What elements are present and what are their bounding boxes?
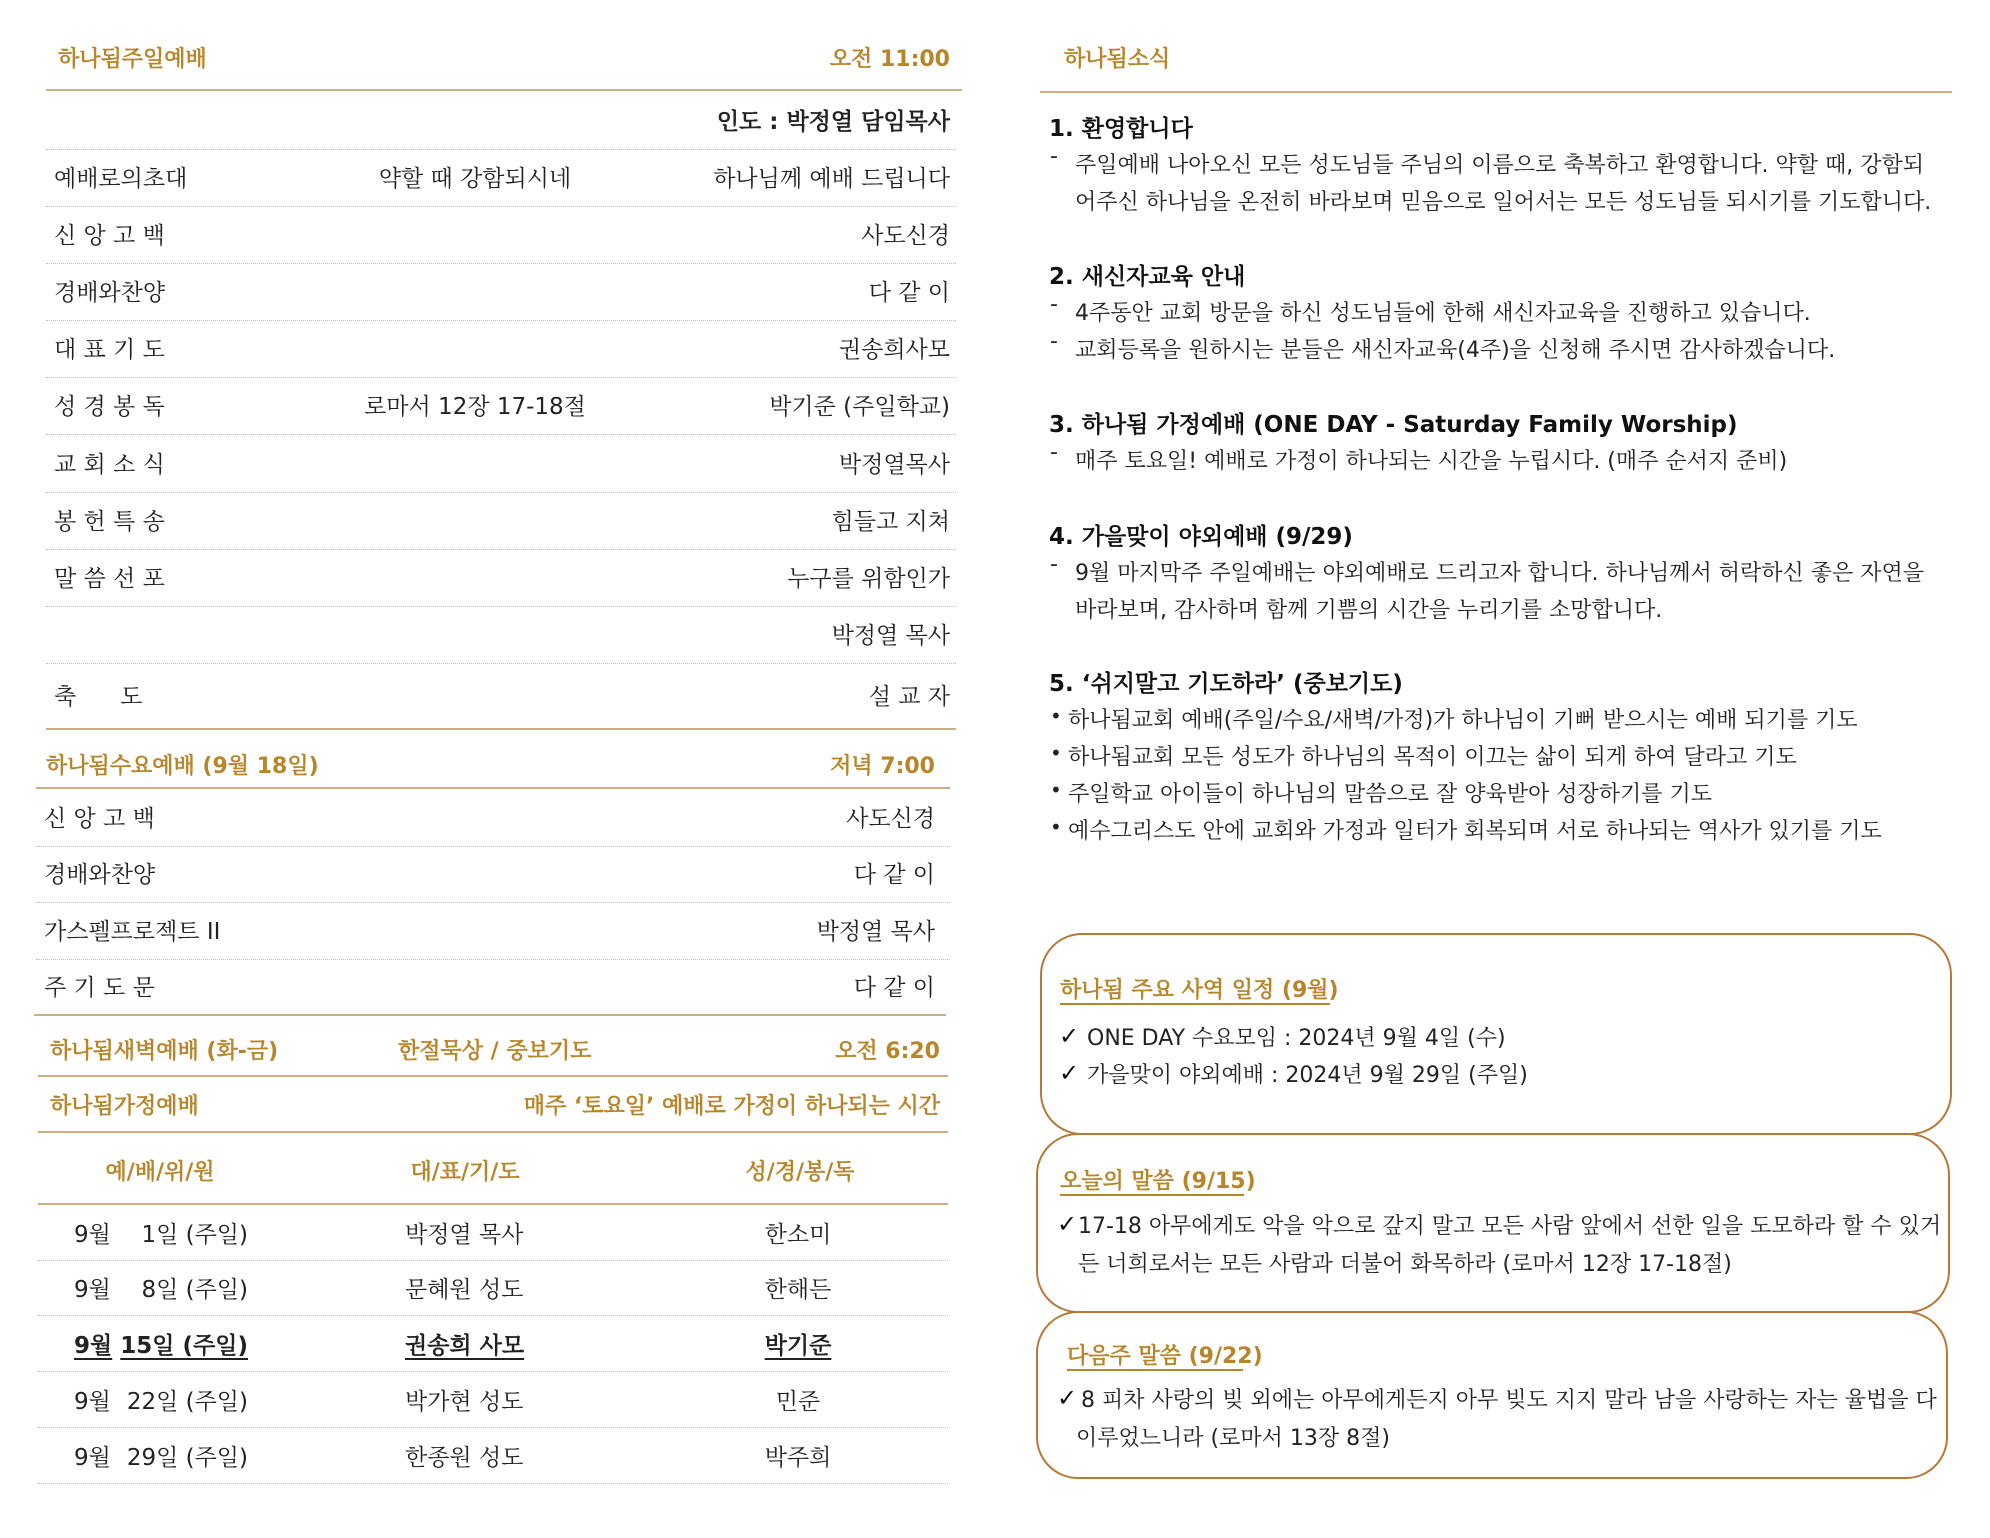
duty-month: 9월	[74, 1277, 111, 1303]
divider	[38, 1260, 948, 1261]
divider	[36, 846, 950, 847]
family-title: 하나됨가정예배	[50, 1094, 199, 1119]
duty-day: 15일 (주일)	[120, 1333, 248, 1359]
duty-header-worship: 예/배/위/원	[105, 1160, 215, 1185]
news-item-title: 5. ‘쉬지말고 기도하라’ (중보기도)	[1049, 671, 1403, 697]
divider	[46, 434, 956, 435]
duty-month: 9월	[74, 1445, 111, 1471]
dash-marker: -	[1050, 329, 1058, 354]
duty-prayer: 문혜원 성도	[405, 1277, 524, 1303]
order-detail: 로마서 12장 17-18절	[364, 394, 586, 420]
order-name: 가스펠프로젝트 II	[44, 919, 221, 945]
order-name: 축 도	[54, 684, 143, 710]
divider	[46, 149, 956, 150]
order-detail: 약할 때 강함되시네	[378, 166, 572, 192]
divider	[46, 606, 956, 607]
order-person: 설 교 자	[868, 684, 950, 710]
title-underline	[1067, 1369, 1243, 1371]
duty-reading: 민준	[775, 1389, 821, 1415]
duty-prayer: 권송희 사모	[405, 1333, 525, 1359]
divider	[46, 663, 956, 664]
divider	[38, 1203, 948, 1205]
news-line: 주일예배 나아오신 모든 성도님들 주님의 이름으로 축복하고 환영합니다. 약할 때, 강함되	[1075, 153, 1924, 178]
news-line: 교회등록을 원하시는 분들은 새신자교육(4주)을 신청해 주시면 감사하겠습니다.	[1075, 338, 1836, 363]
news-item-title: 2. 새신자교육 안내	[1049, 264, 1246, 290]
divider	[46, 263, 956, 264]
order-name: 경배와찬양	[44, 862, 156, 888]
divider	[46, 377, 956, 378]
check-icon: ✓	[1059, 1022, 1080, 1050]
divider	[36, 902, 950, 903]
title-underline	[1060, 1003, 1330, 1005]
sunday-title: 하나됨주일예배	[58, 47, 207, 72]
news-line: 하나됨교회 예배(주일/수요/새벽/가정)가 하나님이 기뻐 받으시는 예배 되기를 기도	[1068, 708, 1858, 733]
order-person: 박기준 (주일학교)	[769, 394, 950, 420]
news-line: 9월 마지막주 주일예배는 야외예배로 드리고자 합니다. 하나님께서 허락하신 좋은 자연을	[1075, 561, 1925, 586]
duty-day: 1일 (주일)	[141, 1222, 248, 1248]
duty-header-reading: 성/경/봉/독	[745, 1160, 855, 1185]
sunday-leader: 인도 : 박정열 담임목사	[716, 109, 950, 135]
divider	[38, 1371, 948, 1372]
today-verse-line: 든 너희로서는 모든 사람과 더불어 화목하라 (로마서 12장 17-18절)	[1078, 1252, 1732, 1277]
duty-day: 8일 (주일)	[141, 1277, 248, 1303]
news-line: 바라보며, 감사하며 함께 기쁨의 시간을 누리기를 소망합니다.	[1075, 598, 1663, 623]
divider	[34, 1014, 946, 1016]
order-name: 말 씀 선 포	[54, 566, 165, 592]
order-person: 누구를 위함인가	[787, 566, 950, 592]
news-line: 4주동안 교회 방문을 하신 성도님들에 한해 새신자교육을 진행하고 있습니다.	[1075, 301, 1811, 326]
duty-reading: 한소미	[764, 1222, 832, 1248]
dash-marker: -	[1050, 144, 1058, 169]
family-desc: 매주 ‘토요일’ 예배로 가정이 하나되는 시간	[523, 1094, 940, 1119]
news-line: 예수그리스도 안에 교회와 가정과 일터가 회복되며 서로 하나되는 역사가 있기를 기도	[1068, 819, 1882, 844]
sunday-time: 오전 11:00	[829, 47, 950, 72]
duty-month: 9월	[74, 1222, 111, 1248]
today-verse-line: 17-18 아무에게도 악을 악으로 갚지 말고 모든 사람 앞에서 선한 일을 도모하라 할 수 있거	[1078, 1214, 1942, 1239]
duty-reading: 한해든	[764, 1277, 832, 1303]
next-verse-line: 이루었느니라 (로마서 13장 8절)	[1076, 1426, 1390, 1451]
duty-prayer: 박정열 목사	[405, 1222, 524, 1248]
divider	[46, 89, 962, 91]
schedule-title: 하나됨 주요 사역 일정 (9월)	[1060, 978, 1339, 1003]
dawn-time: 오전 6:20	[835, 1039, 940, 1064]
divider	[46, 728, 956, 730]
bullet-marker: •	[1050, 741, 1062, 765]
divider	[38, 1075, 948, 1077]
divider	[38, 1427, 948, 1428]
order-name: 신 앙 고 백	[54, 223, 165, 249]
duty-reading: 박기준	[764, 1333, 832, 1359]
order-person: 다 같 이	[853, 975, 935, 1001]
divider	[46, 549, 956, 550]
today-verse-title: 오늘의 말씀 (9/15)	[1060, 1169, 1256, 1194]
bullet-marker: •	[1050, 704, 1062, 728]
next-verse-title: 다음주 말씀 (9/22)	[1067, 1344, 1263, 1369]
order-person: 다 같 이	[868, 280, 950, 306]
divider	[46, 206, 956, 207]
order-person: 힘들고 지쳐	[831, 509, 950, 535]
news-line: 주일학교 아이들이 하나님의 말씀으로 잘 양육받아 성장하기를 기도	[1068, 782, 1713, 807]
order-name: 예배로의초대	[54, 166, 188, 192]
news-line: 매주 토요일! 예배로 가정이 하나되는 시간을 누립시다. (매주 순서지 준비)	[1075, 449, 1788, 474]
duty-day: 22일 (주일)	[126, 1389, 248, 1415]
schedule-item: 가을맞이 야외예배 : 2024년 9월 29일 (주일)	[1087, 1063, 1528, 1088]
duty-prayer: 박가현 성도	[405, 1389, 524, 1415]
order-name: 신 앙 고 백	[44, 806, 155, 832]
divider	[36, 959, 950, 960]
wednesday-title: 하나됨수요예배 (9월 18일)	[46, 754, 319, 779]
order-person: 권송희사모	[838, 337, 950, 363]
divider	[38, 1131, 948, 1133]
order-person: 다 같 이	[853, 862, 935, 888]
next-verse-line: 8 피차 사랑의 빚 외에는 아무에게든지 아무 빚도 지지 말라 남을 사랑하는 자는 율법을 다	[1081, 1388, 1937, 1413]
order-name: 대 표 기 도	[54, 337, 165, 363]
bullet-marker: •	[1050, 778, 1062, 802]
duty-day: 29일 (주일)	[126, 1445, 248, 1471]
check-icon: ✓	[1057, 1210, 1078, 1238]
order-person: 하나님께 예배 드립니다	[713, 166, 950, 192]
duty-prayer: 한종원 성도	[405, 1445, 524, 1471]
order-name: 경배와찬양	[54, 280, 166, 306]
divider	[38, 1483, 948, 1484]
divider	[46, 320, 956, 321]
news-item-title: 3. 하나됨 가정예배 (ONE DAY - Saturday Family Worship)	[1049, 412, 1738, 438]
duty-month: 9월	[74, 1333, 113, 1359]
order-name: 교 회 소 식	[54, 452, 165, 478]
order-person: 박정열목사	[838, 452, 950, 478]
divider	[36, 787, 950, 789]
dawn-middle: 한절묵상 / 중보기도	[398, 1039, 592, 1064]
order-person: 사도신경	[861, 223, 950, 249]
dash-marker: -	[1050, 552, 1058, 577]
news-item-title: 1. 환영합니다	[1049, 116, 1193, 142]
dash-marker: -	[1050, 440, 1058, 465]
dawn-title: 하나됨새벽예배 (화-금)	[50, 1039, 279, 1064]
dash-marker: -	[1050, 292, 1058, 317]
divider	[46, 492, 956, 493]
news-line: 어주신 하나님을 온전히 바라보며 믿음으로 일어서는 모든 성도님들 되시기를 기도합니다.	[1075, 190, 1932, 215]
wednesday-time: 저녁 7:00	[830, 754, 935, 779]
order-person: 박정열 목사	[831, 623, 950, 649]
order-name: 봉 헌 특 송	[54, 509, 165, 535]
divider	[1040, 91, 1952, 93]
duty-header-prayer: 대/표/기/도	[410, 1160, 520, 1185]
check-icon: ✓	[1057, 1384, 1078, 1412]
duty-month: 9월	[74, 1389, 111, 1415]
bullet-marker: •	[1050, 815, 1062, 839]
news-item-title: 4. 가을맞이 야외예배 (9/29)	[1049, 524, 1353, 550]
order-person: 박정열 목사	[816, 919, 935, 945]
divider	[38, 1315, 948, 1316]
title-underline	[1060, 1194, 1244, 1196]
schedule-item: ONE DAY 수요모임 : 2024년 9월 4일 (수)	[1087, 1026, 1506, 1051]
news-line: 하나됨교회 모든 성도가 하나님의 목적이 이끄는 삶이 되게 하여 달라고 기도	[1068, 745, 1797, 770]
order-name: 주 기 도 문	[44, 975, 155, 1001]
order-person: 사도신경	[846, 806, 935, 832]
news-title: 하나됨소식	[1064, 47, 1171, 72]
duty-reading: 박주희	[764, 1445, 832, 1471]
order-name: 성 경 봉 독	[54, 394, 165, 420]
check-icon: ✓	[1059, 1059, 1080, 1087]
